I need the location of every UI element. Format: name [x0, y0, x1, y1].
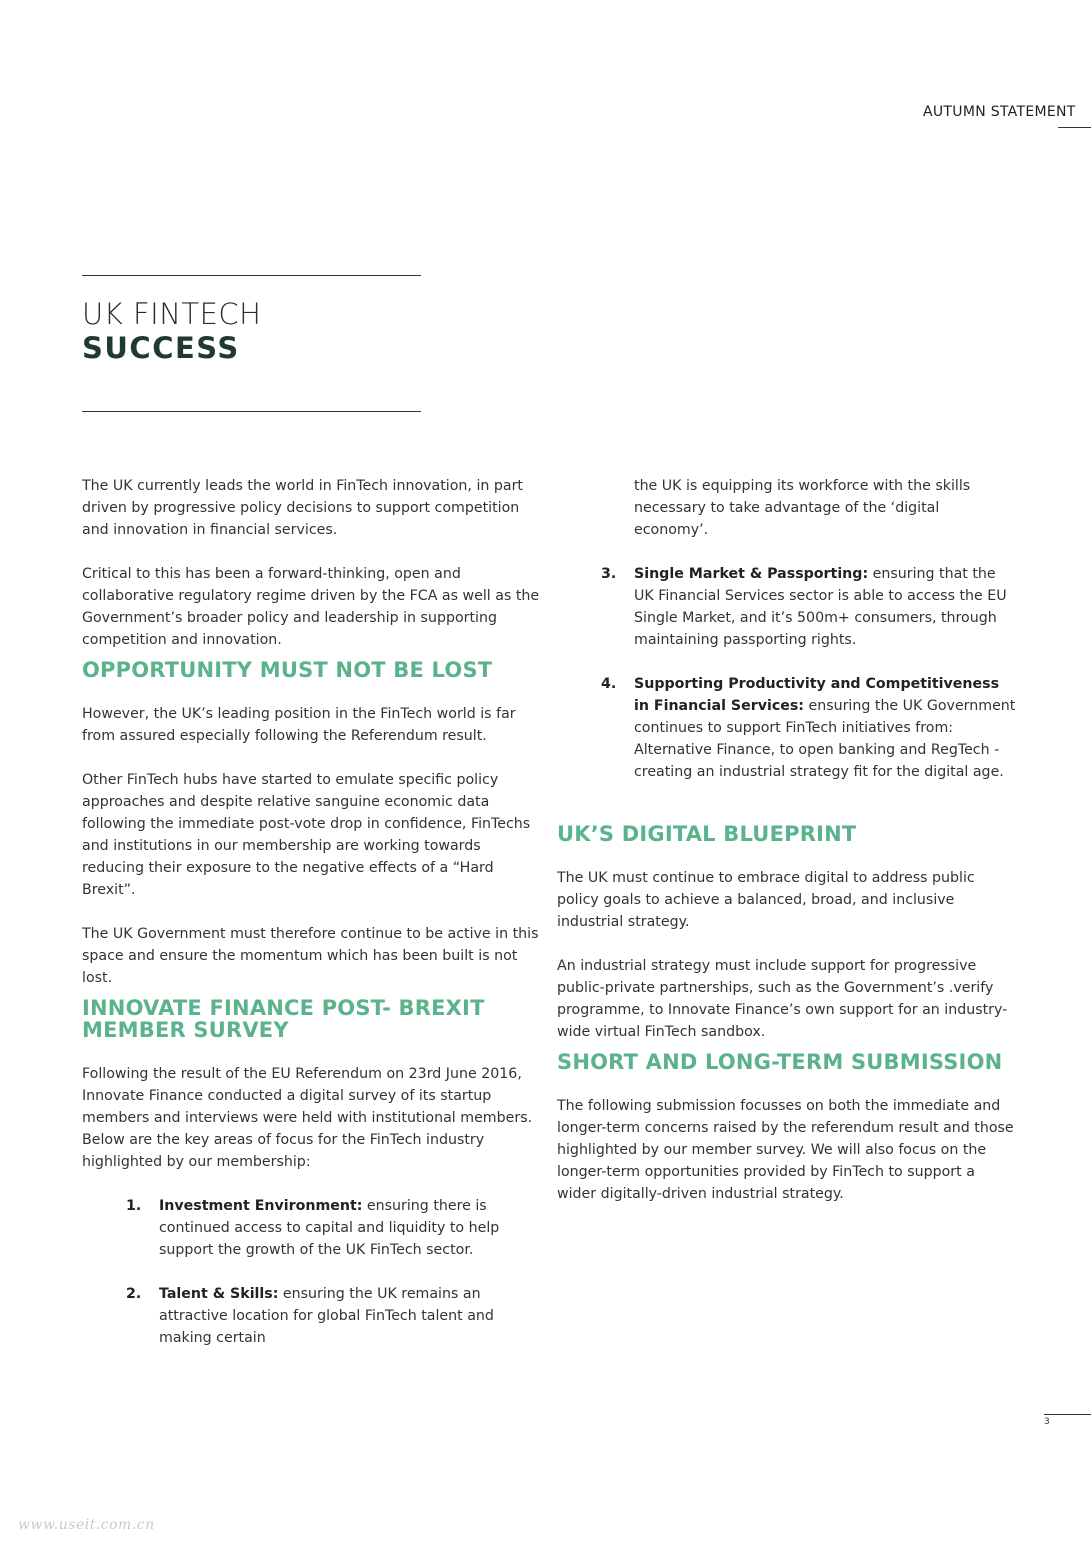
- submission-paragraph: The following submission focusses on both the immediate and longer-term concerns raised by the referendum result and those highlighted by our member survey. We will also focus on the longer-term opportunities provided by FinTech to support a wider digitally-driven industrial strategy.: [557, 1098, 1014, 1202]
- right-column: [557, 475, 1017, 1227]
- left-column: [82, 475, 544, 1371]
- running-header: AUTUMN STATEMENT: [923, 104, 1076, 120]
- list-item-text: ensuring the UK Government continues to support FinTech initiatives from: Alternative Finance, to open banking and RegTech - creating an industrial strategy fit for the digital age.: [634, 698, 1016, 780]
- section-heading-blueprint: UK’S DIGITAL BLUEPRINT: [557, 822, 857, 846]
- list-item-text: ensuring that the UK Financial Services sector is able to access the EU Single Market, and it’s 500m+ consumers, through maintaining passporting rights.: [634, 566, 1007, 648]
- survey-paragraph: Following the result of the EU Referendum on 23rd June 2016, Innovate Finance conducted a digital survey of its startup members and interviews were held with institutional members. Below are the key areas of focus for the FinTech industry highlighted by our membership:: [82, 1066, 533, 1170]
- watermark: www.useit.com.cn: [18, 1517, 155, 1533]
- list-item-number: 3.: [601, 566, 617, 582]
- opportunity-paragraph-1: However, the UK’s leading position in the FinTech world is far from assured especially following the Referendum result.: [82, 706, 516, 744]
- list-item: [557, 563, 1017, 651]
- blueprint-paragraph-2: An industrial strategy must include support for progressive public-private partnerships, such as the Government’s .verify programme, to Innovate Finance’s own support for an industry-wide virtual FinTech sandbox.: [557, 958, 1008, 1040]
- list-item-continuation: the UK is equipping its workforce with the skills necessary to take advantage of the ‘digital economy’.: [634, 478, 971, 538]
- intro-paragraph-1: The UK currently leads the world in FinTech innovation, in part driven by progressive policy decisions to support competition and innovation in financial services.: [82, 478, 523, 538]
- page-number: 3: [1044, 1417, 1050, 1427]
- list-item-title: Talent & Skills:: [159, 1286, 279, 1302]
- list-item: [557, 673, 1017, 783]
- opportunity-paragraph-3: The UK Government must therefore continue to be active in this space and ensure the momentum which has been built is not lost.: [82, 926, 539, 986]
- section-heading-opportunity: OPPORTUNITY MUST NOT BE LOST: [82, 658, 493, 682]
- list-item-number: 1.: [126, 1198, 142, 1214]
- list-item-text: ensuring the UK remains an attractive location for global FinTech talent and making certain: [159, 1286, 494, 1346]
- section-heading-submission: SHORT AND LONG-TERM SUBMISSION: [557, 1050, 1003, 1074]
- page-title-line1: UK FINTECH: [82, 297, 262, 331]
- blueprint-paragraph-1: The UK must continue to embrace digital to address public policy goals to achieve a balanced, broad, and inclusive industrial strategy.: [557, 870, 975, 930]
- intro-paragraph-2: Critical to this has been a forward-thinking, open and collaborative regulatory regime driven by the FCA as well as the Government’s broader policy and leadership in supporting competition and innovation.: [82, 566, 540, 648]
- focus-areas-list-part1: [82, 1195, 544, 1349]
- list-item-number: 2.: [126, 1286, 142, 1302]
- list-item-text: ensuring there is continued access to capital and liquidity to help support the growth of the UK FinTech sector.: [159, 1198, 500, 1258]
- list-item-title: Single Market & Passporting:: [634, 566, 869, 582]
- opportunity-paragraph-2: Other FinTech hubs have started to emulate specific policy approaches and despite relative sanguine economic data following the immediate post-vote drop in confidence, FinTechs and institutions in our membership are working towards reducing their exposure to the negative effects of a “Hard Brexit”.: [82, 772, 531, 898]
- title-top-divider: [82, 275, 421, 276]
- list-item: [82, 1195, 544, 1261]
- section-heading-survey: INNOVATE FINANCE POST- BREXIT MEMBER SURVEY: [82, 996, 485, 1042]
- footer-divider: [1044, 1414, 1091, 1415]
- list-item-number: 4.: [601, 676, 617, 692]
- list-item: [82, 1283, 544, 1349]
- page-title-line2: SUCCESS: [82, 331, 240, 365]
- list-item-title: Supporting Productivity and Competitiveness in Financial Services:: [634, 676, 1000, 714]
- focus-areas-list-part2: [557, 563, 1017, 783]
- list-item-title: Investment Environment:: [159, 1198, 363, 1214]
- title-bottom-divider: [82, 411, 421, 412]
- header-divider: [1058, 127, 1091, 128]
